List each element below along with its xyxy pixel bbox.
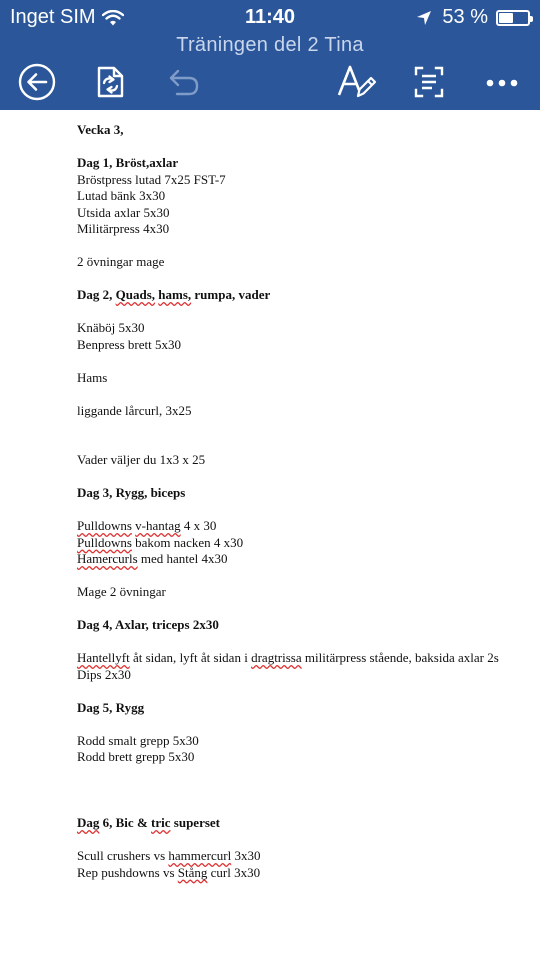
document-line: Lutad bänk 3x30 [77,188,166,203]
document-line [77,304,540,321]
document-line: Hams [77,369,108,385]
document-line [77,139,540,156]
document-line: Rodd brett grepp 5x30 [77,749,195,764]
document-line: liggande lårcurl, 3x25 [77,402,192,418]
document-line: Hantellyft åt sidan, lyft åt sidan i dragtrissa militärpress stående, baksida axlar 2s [77,650,499,665]
document-line [77,634,540,651]
document-line [77,832,540,849]
document-heading-line: Dag 3, Rygg, biceps [77,485,186,500]
document-line [77,238,540,255]
status-bar [0,0,540,34]
read-view-button[interactable] [407,60,451,104]
toolbar [0,58,540,106]
more-icon [482,62,522,102]
document-title: Träningen del 2 Tina [176,34,364,56]
document-line: Militärpress 4x30 [77,221,170,236]
document-heading-line: Dag 2, Quads, hams, rumpa, vader [77,287,271,302]
location-arrow-icon [416,10,432,26]
document-line: Knäböj 5x30 [77,320,145,335]
undo-icon [163,62,203,102]
document-line [77,502,540,519]
document-line: Dips 2x30 [77,666,131,682]
document-line: Scull crushers vs hammercurl 3x30 [77,848,261,863]
document-line [77,601,540,618]
document-line [77,469,540,486]
more-options-button[interactable] [480,60,524,104]
document-line [77,353,540,370]
document-heading-line: Dag 6, Bic & tric superset [77,815,220,830]
sync-icon [90,62,130,102]
battery-fill [499,13,513,23]
document-line [77,436,540,453]
document-body[interactable] [77,122,540,881]
battery-percent: 53 % [442,6,488,28]
document-heading-line: Vecka 3, [77,122,124,137]
document-line: Rep pushdowns vs Stång curl 3x30 [77,864,261,880]
document-heading-line: Dag 4, Axlar, triceps 2x30 [77,617,219,632]
document-line: Utsida axlar 5x30 [77,204,170,220]
document-line: Mage 2 övningar [77,584,166,599]
read-view-icon [409,62,449,102]
document-line: Rodd smalt grepp 5x30 [77,732,199,748]
edit-text-button[interactable] [334,60,378,104]
document-heading-line: Dag 5, Rygg [77,699,145,715]
document-line: Pulldowns v-hantag 4 x 30 [77,518,217,533]
document-line: Bröstpress lutad 7x25 FST-7 [77,171,226,187]
status-right [416,6,530,29]
document-line: Benpress brett 5x30 [77,336,181,352]
document-line: Vader väljer du 1x3 x 25 [77,452,206,467]
status-time: 11:40 [244,6,296,28]
battery-icon [496,10,530,26]
document-line [77,766,540,783]
back-button[interactable] [15,60,59,104]
document-line [77,419,540,436]
app-header [0,0,540,110]
document-line: 2 övningar mage [77,254,165,269]
document-line [77,799,540,816]
document-heading-line: Dag 1, Bröst,axlar [77,155,179,170]
document-line [77,683,540,700]
edit-text-icon [335,61,377,103]
document-line [77,568,540,585]
document-line: Hamercurls med hantel 4x30 [77,551,228,566]
document-page[interactable] [0,110,540,960]
undo-button[interactable] [161,60,205,104]
document-line [77,386,540,403]
document-line [77,716,540,733]
document-line [77,782,540,799]
document-line [77,271,540,288]
back-icon [17,62,57,102]
carrier-label: Inget SIM [10,6,96,28]
sync-button[interactable] [88,60,132,104]
document-line: Pulldowns bakom nacken 4 x30 [77,534,244,550]
